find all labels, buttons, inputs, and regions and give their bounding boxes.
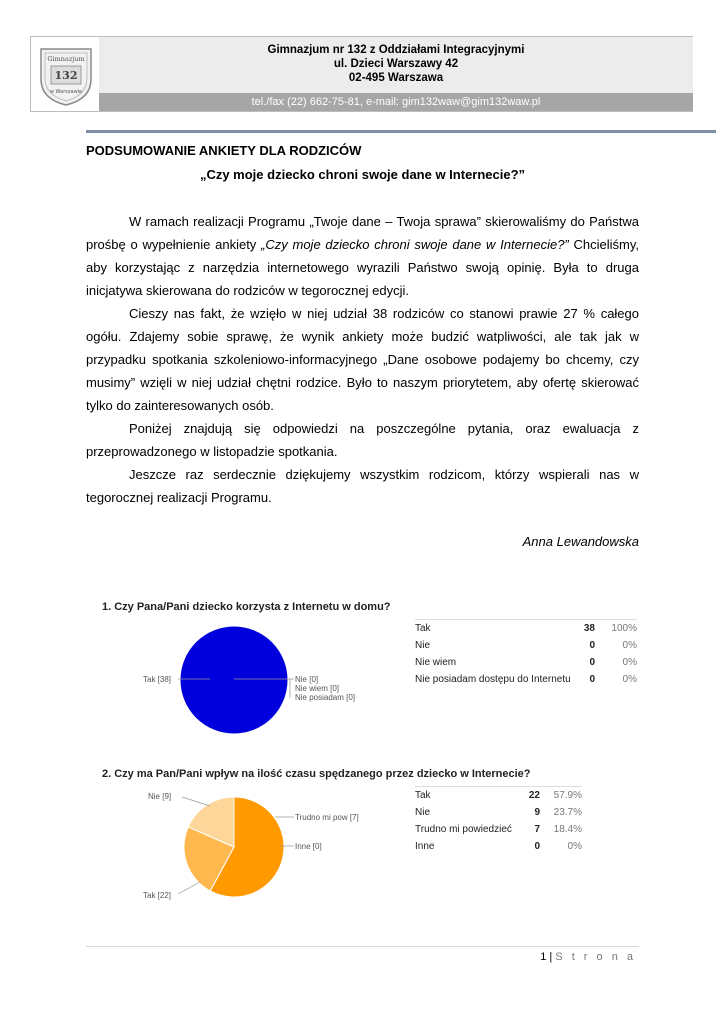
signature: Anna Lewandowska [522,534,639,549]
document-title: PODSUMOWANIE ANKIETY DLA RODZICÓW [86,143,362,158]
answer-count: 0 [589,656,595,668]
pie-2-label-tak: Tak [22] [143,891,172,900]
table-row [415,804,582,821]
document-subtitle: „Czy moje dziecko chroni swoje dane w Internecie?” [199,167,526,182]
page-label: S t r o n a [555,951,636,963]
school-city: 02-495 Warszawa [348,72,444,84]
paragraph-4: Jeszcze raz serdecznie dziękujemy wszystkim rodzicom, którzy wspierali nas w tegorocznej realizacji Programu. [86,467,639,505]
svg-text:w Warszawie: w Warszawie [49,89,83,95]
pie-1-label-nie-posiadam: Nie posiadam [0] [295,693,356,702]
question-2-title: 2. Czy ma Pan/Pani wpływ na ilość czasu spędzanego przez dziecko w Internecie? [102,768,531,780]
answer-percent: 0% [622,656,637,668]
question-1-title: 1. Czy Pana/Pani dziecko korzysta z Internetu w domu? [102,601,391,613]
answer-label: Tak [415,787,520,804]
answer-count: 7 [534,823,540,835]
table-row [415,654,637,671]
school-name: Gimnazjum nr 132 z Oddziałami Integracyjnymi [267,44,525,56]
answer-percent: 23.7% [553,806,582,818]
document-body [86,210,639,509]
paragraph-3: Poniżej znajdują się odpowiedzi na poszczególne pytania, oraz ewaluacja z przeprowadzonego w listopadzie spotkania. [86,421,639,459]
letterhead [30,36,693,112]
answer-count: 0 [589,673,595,685]
table-row [415,821,582,838]
footer-separator: | [549,951,553,963]
answer-percent: 18.4% [553,823,582,835]
answer-percent: 0% [622,673,637,685]
answer-label: Nie [415,639,431,651]
answer-label: Nie posiadam dostępu do Internetu [415,673,571,685]
school-contact: tel./fax (22) 662-75-81, e-mail: gim132waw@gim132waw.pl [99,93,693,111]
question-2-results-table [415,786,582,855]
paragraph-1-text: W ramach realizacji Programu „Twoje dane – Twoja sprawa” skierowaliśmy do Państwa prośbę o wypełnienie ankiety [86,214,639,252]
table-row [415,620,637,637]
answer-count: 22 [520,787,540,804]
header-divider [86,130,716,133]
answer-count: 0 [534,840,540,852]
pie-1-leader-lines [170,670,300,710]
svg-text:Gimnazjum: Gimnazjum [47,55,85,63]
table-row [415,637,637,654]
pie-2-label-nie: Nie [9] [148,792,172,801]
table-row [415,838,582,855]
footer-divider [86,946,639,947]
table-row [415,671,637,688]
answer-label: Nie [415,806,431,818]
svg-text:132: 132 [54,69,78,82]
answer-percent: 0% [622,639,637,651]
survey-name: „Czy moje dziecko chroni swoje dane w Internecie?” [261,237,569,252]
pie-2-label-inne: Inne [0] [295,842,322,851]
page-number: 1 [540,951,547,963]
pie-1-label-nie: Nie [0] [295,675,319,684]
paragraph-1 [86,210,639,302]
question-1-results-table [415,619,637,688]
paragraph-1-text-end: Chcieliśmy, aby korzystając z narzędzia internetowego wyrazili Państwo swoją opinię. Była to druga inicjatywa skierowana do rodziców w tegorocznej edycji. [86,237,639,298]
answer-count: 0 [589,639,595,651]
answer-label: Tak [415,620,575,637]
pie-2-label-trudno: Trudno mi pow [7] [295,813,359,822]
table-row [415,787,582,804]
school-crest-icon [35,41,97,107]
school-address [99,37,693,93]
answer-percent: 100% [595,620,637,637]
answer-label: Inne [415,840,435,852]
answer-label: Nie wiem [415,656,457,668]
pie-1-label-tak: Tak [38] [143,675,172,684]
answer-percent: 0% [567,840,582,852]
paragraph-2: Cieszy nas fakt, że wzięło w niej udział 38 rodziców co stanowi prawie 27 % całego ogółu. Zdajemy sobie sprawę, że wynik ankiety może budzić watpliwości, ale tak jak w przypadku spotkania szkoleniowo-informacyjnego „Dane osobowe podajemy bo chcemy, czy musimy” wzięli w niej udział chętni rodzice. Było to naszym priorytetem, aby ofertę skierować tylko do zainteresowanych osób. [86,306,639,413]
answer-percent: 57.9% [540,787,582,804]
pie-2-leader-lines [170,790,300,900]
pie-1-label-nie-wiem: Nie wiem [0] [295,684,340,693]
answer-label: Trudno mi powiedzieć [415,823,512,835]
page-footer [86,951,636,963]
school-street: ul. Dzieci Warszawy 42 [333,58,459,70]
answer-count: 38 [575,620,595,637]
answer-count: 9 [534,806,540,818]
